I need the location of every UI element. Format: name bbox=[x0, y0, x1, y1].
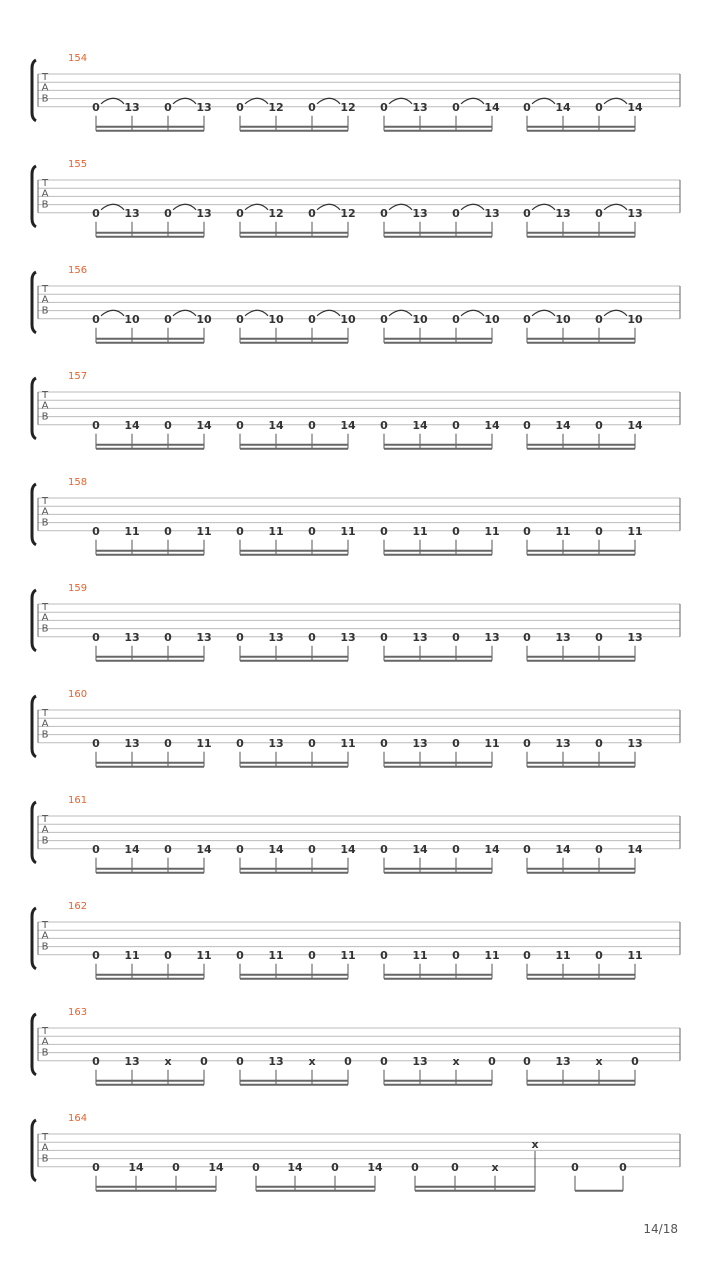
fret-number: 13 bbox=[196, 100, 212, 114]
fret-number: 0 bbox=[452, 100, 460, 114]
fret-number: x bbox=[164, 1054, 172, 1068]
fret-number: 0 bbox=[619, 1160, 627, 1174]
fret-number: 14 bbox=[555, 418, 571, 432]
fret-number: 0 bbox=[236, 948, 244, 962]
tab-clef-letter: T bbox=[41, 72, 49, 83]
fret-number: 13 bbox=[412, 100, 428, 114]
fret-number: 0 bbox=[452, 524, 460, 538]
tab-clef-letter: T bbox=[41, 1026, 49, 1037]
fret-number: 13 bbox=[268, 736, 284, 750]
fret-number: 0 bbox=[308, 842, 316, 856]
fret-number: 0 bbox=[523, 630, 531, 644]
fret-number: 10 bbox=[412, 312, 428, 326]
tab-clef-letter: A bbox=[41, 718, 49, 730]
measure-number: 156 bbox=[68, 265, 88, 276]
fret-number: 0 bbox=[451, 1160, 459, 1174]
fret-number: 13 bbox=[268, 630, 284, 644]
fret-number: 14 bbox=[124, 842, 140, 856]
tab-clef-letter: B bbox=[41, 941, 49, 953]
tab-clef-letter: T bbox=[41, 920, 49, 931]
tab-system bbox=[32, 53, 680, 131]
fret-number: 0 bbox=[164, 312, 172, 326]
tab-clef-letter: A bbox=[41, 930, 49, 942]
fret-number: 13 bbox=[555, 736, 571, 750]
fret-number: 10 bbox=[196, 312, 212, 326]
tab-clef-letter: B bbox=[41, 729, 49, 741]
fret-number: x bbox=[491, 1160, 499, 1174]
slur-arc bbox=[532, 98, 555, 104]
fret-number: 0 bbox=[452, 842, 460, 856]
fret-number: 14 bbox=[412, 842, 428, 856]
system-bracket bbox=[32, 484, 36, 545]
fret-number: 10 bbox=[124, 312, 140, 326]
slur-arc bbox=[245, 310, 268, 316]
fret-number: 0 bbox=[308, 206, 316, 220]
fret-number: 0 bbox=[92, 948, 100, 962]
fret-number-high: x bbox=[531, 1138, 539, 1151]
fret-number: 14 bbox=[627, 842, 643, 856]
fret-number: 0 bbox=[595, 736, 603, 750]
fret-number: 0 bbox=[164, 524, 172, 538]
fret-number: 0 bbox=[236, 312, 244, 326]
fret-number: 0 bbox=[452, 736, 460, 750]
system-bracket bbox=[32, 590, 36, 651]
fret-number: 0 bbox=[164, 100, 172, 114]
fret-number: 13 bbox=[484, 206, 500, 220]
tab-clef-letter: T bbox=[41, 496, 49, 507]
fret-number: 0 bbox=[164, 842, 172, 856]
fret-number: 0 bbox=[380, 1054, 388, 1068]
tab-clef-letter: B bbox=[41, 1153, 49, 1165]
fret-number: 12 bbox=[340, 206, 356, 220]
fret-number: 14 bbox=[196, 418, 212, 432]
fret-number: x bbox=[452, 1054, 460, 1068]
fret-number: 13 bbox=[555, 206, 571, 220]
fret-number: 0 bbox=[595, 524, 603, 538]
fret-number: 0 bbox=[595, 100, 603, 114]
fret-number: 11 bbox=[196, 948, 212, 962]
fret-number: 0 bbox=[92, 100, 100, 114]
fret-number: 14 bbox=[412, 418, 428, 432]
tab-clef-letter: A bbox=[41, 506, 49, 518]
system-bracket bbox=[32, 378, 36, 439]
fret-number: 11 bbox=[555, 524, 571, 538]
fret-number: 14 bbox=[124, 418, 140, 432]
tab-clef-letter: A bbox=[41, 1036, 49, 1048]
measure-number: 155 bbox=[68, 159, 88, 170]
fret-number: 0 bbox=[92, 524, 100, 538]
fret-number: 13 bbox=[196, 630, 212, 644]
fret-number: 13 bbox=[412, 630, 428, 644]
fret-number: 13 bbox=[412, 1054, 428, 1068]
fret-number: 0 bbox=[308, 418, 316, 432]
fret-number: 14 bbox=[340, 842, 356, 856]
tab-clef-letter: A bbox=[41, 824, 49, 836]
slur-arc bbox=[317, 98, 340, 104]
tab-clef-letter: B bbox=[41, 305, 49, 317]
fret-number: 12 bbox=[268, 206, 284, 220]
fret-number: 13 bbox=[412, 736, 428, 750]
fret-number: 14 bbox=[367, 1160, 383, 1174]
fret-number: 13 bbox=[124, 736, 140, 750]
slur-arc bbox=[461, 204, 484, 210]
fret-number: 0 bbox=[523, 418, 531, 432]
fret-number: 10 bbox=[340, 312, 356, 326]
slur-arc bbox=[101, 204, 124, 210]
measure-number: 161 bbox=[68, 795, 88, 806]
slur-arc bbox=[604, 310, 627, 316]
fret-number: 13 bbox=[627, 206, 643, 220]
fret-number: 0 bbox=[523, 948, 531, 962]
fret-number: 0 bbox=[411, 1160, 419, 1174]
fret-number: 0 bbox=[380, 630, 388, 644]
fret-number: 0 bbox=[164, 736, 172, 750]
fret-number: 0 bbox=[523, 312, 531, 326]
fret-number: 0 bbox=[523, 842, 531, 856]
slur-arc bbox=[173, 98, 196, 104]
fret-number: 0 bbox=[452, 206, 460, 220]
fret-number: 0 bbox=[92, 736, 100, 750]
fret-number: 14 bbox=[128, 1160, 144, 1174]
fret-number: 0 bbox=[252, 1160, 260, 1174]
fret-number: 0 bbox=[200, 1054, 208, 1068]
fret-number: 13 bbox=[627, 736, 643, 750]
fret-number: 11 bbox=[555, 948, 571, 962]
fret-number: 11 bbox=[340, 736, 356, 750]
fret-number: 13 bbox=[555, 630, 571, 644]
fret-number: 11 bbox=[124, 524, 140, 538]
slur-arc bbox=[604, 204, 627, 210]
tab-clef-letter: B bbox=[41, 1047, 49, 1059]
fret-number: 0 bbox=[380, 206, 388, 220]
measure-number: 163 bbox=[68, 1007, 88, 1018]
system-bracket bbox=[32, 272, 36, 333]
fret-number: 0 bbox=[452, 948, 460, 962]
fret-number: 0 bbox=[92, 312, 100, 326]
tab-system bbox=[32, 1007, 680, 1085]
fret-number: 11 bbox=[340, 948, 356, 962]
fret-number: 12 bbox=[340, 100, 356, 114]
measure-number: 154 bbox=[68, 53, 88, 64]
fret-number: 14 bbox=[555, 100, 571, 114]
fret-number: 0 bbox=[92, 418, 100, 432]
fret-number: x bbox=[308, 1054, 316, 1068]
tab-clef-letter: T bbox=[41, 390, 49, 401]
fret-number: 0 bbox=[488, 1054, 496, 1068]
fret-number: 0 bbox=[380, 842, 388, 856]
fret-number: 0 bbox=[92, 1054, 100, 1068]
fret-number: 13 bbox=[124, 206, 140, 220]
slur-arc bbox=[173, 310, 196, 316]
tab-clef-letter: A bbox=[41, 82, 49, 94]
fret-number: 0 bbox=[595, 630, 603, 644]
fret-number: 0 bbox=[571, 1160, 579, 1174]
slur-arc bbox=[389, 98, 412, 104]
tab-clef-letter: A bbox=[41, 400, 49, 412]
fret-number: 11 bbox=[268, 948, 284, 962]
fret-number: 14 bbox=[484, 100, 500, 114]
fret-number: 11 bbox=[484, 736, 500, 750]
fret-number: 13 bbox=[124, 100, 140, 114]
fret-number: 13 bbox=[124, 1054, 140, 1068]
tab-clef-letter: A bbox=[41, 1142, 49, 1154]
tab-clef-letter: B bbox=[41, 517, 49, 529]
slur-arc bbox=[101, 310, 124, 316]
fret-number: 14 bbox=[627, 100, 643, 114]
fret-number: 0 bbox=[452, 630, 460, 644]
fret-number: 10 bbox=[268, 312, 284, 326]
measure-number: 160 bbox=[68, 689, 88, 700]
fret-number: 0 bbox=[164, 206, 172, 220]
tab-system bbox=[32, 583, 680, 661]
tab-clef-letter: T bbox=[41, 284, 49, 295]
fret-number: 13 bbox=[412, 206, 428, 220]
fret-number: 0 bbox=[631, 1054, 639, 1068]
fret-number: 14 bbox=[268, 842, 284, 856]
tab-clef-letter: B bbox=[41, 199, 49, 211]
fret-number: 0 bbox=[380, 100, 388, 114]
tab-system bbox=[32, 901, 680, 979]
fret-number: 14 bbox=[196, 842, 212, 856]
slur-arc bbox=[389, 310, 412, 316]
tab-system bbox=[32, 265, 680, 343]
slur-arc bbox=[604, 98, 627, 104]
tab-system bbox=[32, 159, 680, 237]
fret-number: 0 bbox=[92, 1160, 100, 1174]
fret-number: 13 bbox=[124, 630, 140, 644]
fret-number: 13 bbox=[484, 630, 500, 644]
fret-number: 0 bbox=[595, 948, 603, 962]
fret-number: 13 bbox=[340, 630, 356, 644]
fret-number: 0 bbox=[236, 842, 244, 856]
slur-arc bbox=[317, 204, 340, 210]
fret-number: 0 bbox=[380, 418, 388, 432]
tab-system bbox=[32, 795, 680, 873]
fret-number: 0 bbox=[308, 948, 316, 962]
fret-number: 0 bbox=[236, 736, 244, 750]
tab-clef-letter: B bbox=[41, 835, 49, 847]
fret-number: 0 bbox=[380, 948, 388, 962]
fret-number: 0 bbox=[452, 418, 460, 432]
fret-number: 10 bbox=[484, 312, 500, 326]
fret-number: 0 bbox=[92, 842, 100, 856]
measure-number: 158 bbox=[68, 477, 88, 488]
fret-number: 0 bbox=[164, 418, 172, 432]
system-bracket bbox=[32, 908, 36, 969]
measure-number: 157 bbox=[68, 371, 88, 382]
tab-clef-letter: A bbox=[41, 294, 49, 306]
fret-number: 0 bbox=[380, 312, 388, 326]
fret-number: 10 bbox=[627, 312, 643, 326]
tab-clef-letter: A bbox=[41, 612, 49, 624]
fret-number: 11 bbox=[412, 524, 428, 538]
tab-clef-letter: T bbox=[41, 814, 49, 825]
slur-arc bbox=[461, 98, 484, 104]
fret-number: 14 bbox=[287, 1160, 303, 1174]
fret-number: 11 bbox=[484, 524, 500, 538]
tab-clef-letter: B bbox=[41, 93, 49, 105]
fret-number: 0 bbox=[308, 630, 316, 644]
fret-number: 0 bbox=[236, 100, 244, 114]
fret-number: 11 bbox=[627, 524, 643, 538]
fret-number: 11 bbox=[484, 948, 500, 962]
slur-arc bbox=[245, 98, 268, 104]
fret-number: 11 bbox=[196, 524, 212, 538]
fret-number: 0 bbox=[523, 100, 531, 114]
fret-number: 0 bbox=[595, 312, 603, 326]
fret-number: x bbox=[595, 1054, 603, 1068]
slur-arc bbox=[461, 310, 484, 316]
measure-number: 162 bbox=[68, 901, 88, 912]
fret-number: 0 bbox=[164, 948, 172, 962]
fret-number: 12 bbox=[268, 100, 284, 114]
fret-number: 14 bbox=[208, 1160, 224, 1174]
tab-system bbox=[32, 1113, 680, 1191]
fret-number: 13 bbox=[555, 1054, 571, 1068]
system-bracket bbox=[32, 696, 36, 757]
page-number: 14/18 bbox=[643, 1222, 678, 1236]
fret-number: 0 bbox=[236, 1054, 244, 1068]
fret-number: 13 bbox=[627, 630, 643, 644]
system-bracket bbox=[32, 60, 36, 121]
fret-number: 0 bbox=[595, 206, 603, 220]
fret-number: 0 bbox=[236, 418, 244, 432]
fret-number: 0 bbox=[236, 630, 244, 644]
tab-system bbox=[32, 477, 680, 555]
fret-number: 11 bbox=[412, 948, 428, 962]
fret-number: 0 bbox=[523, 1054, 531, 1068]
fret-number: 13 bbox=[268, 1054, 284, 1068]
slur-arc bbox=[245, 204, 268, 210]
fret-number: 0 bbox=[523, 736, 531, 750]
fret-number: 0 bbox=[380, 524, 388, 538]
fret-number: 0 bbox=[164, 630, 172, 644]
tab-clef-letter: B bbox=[41, 623, 49, 635]
fret-number: 0 bbox=[308, 100, 316, 114]
fret-number: 13 bbox=[196, 206, 212, 220]
tab-clef-letter: A bbox=[41, 188, 49, 200]
fret-number: 0 bbox=[172, 1160, 180, 1174]
fret-number: 0 bbox=[308, 736, 316, 750]
fret-number: 0 bbox=[380, 736, 388, 750]
fret-number: 11 bbox=[340, 524, 356, 538]
fret-number: 0 bbox=[452, 312, 460, 326]
fret-number: 0 bbox=[308, 524, 316, 538]
fret-number: 14 bbox=[627, 418, 643, 432]
fret-number: 0 bbox=[344, 1054, 352, 1068]
system-bracket bbox=[32, 1120, 36, 1181]
fret-number: 14 bbox=[484, 418, 500, 432]
fret-number: 11 bbox=[268, 524, 284, 538]
slur-arc bbox=[532, 310, 555, 316]
tab-clef-letter: T bbox=[41, 178, 49, 189]
fret-number: 11 bbox=[124, 948, 140, 962]
slur-arc bbox=[173, 204, 196, 210]
slur-arc bbox=[532, 204, 555, 210]
tab-clef-letter: B bbox=[41, 411, 49, 423]
slur-arc bbox=[317, 310, 340, 316]
fret-number: 0 bbox=[595, 842, 603, 856]
tab-system bbox=[32, 371, 680, 449]
slur-arc bbox=[101, 98, 124, 104]
tab-clef-letter: T bbox=[41, 708, 49, 719]
system-bracket bbox=[32, 166, 36, 227]
fret-number: 14 bbox=[340, 418, 356, 432]
tab-clef-letter: T bbox=[41, 602, 49, 613]
measure-number: 164 bbox=[68, 1113, 88, 1124]
fret-number: 0 bbox=[92, 630, 100, 644]
fret-number: 14 bbox=[484, 842, 500, 856]
measure-number: 159 bbox=[68, 583, 88, 594]
system-bracket bbox=[32, 802, 36, 863]
fret-number: 0 bbox=[523, 206, 531, 220]
fret-number: 11 bbox=[627, 948, 643, 962]
fret-number: 11 bbox=[196, 736, 212, 750]
fret-number: 0 bbox=[595, 418, 603, 432]
fret-number: 10 bbox=[555, 312, 571, 326]
fret-number: 0 bbox=[236, 524, 244, 538]
fret-number: 0 bbox=[92, 206, 100, 220]
fret-number: 0 bbox=[236, 206, 244, 220]
fret-number: 0 bbox=[331, 1160, 339, 1174]
fret-number: 14 bbox=[268, 418, 284, 432]
fret-number: 14 bbox=[555, 842, 571, 856]
tab-clef-letter: T bbox=[41, 1132, 49, 1143]
fret-number: 0 bbox=[308, 312, 316, 326]
tab-system bbox=[32, 689, 680, 767]
system-bracket bbox=[32, 1014, 36, 1075]
slur-arc bbox=[389, 204, 412, 210]
fret-number: 0 bbox=[523, 524, 531, 538]
